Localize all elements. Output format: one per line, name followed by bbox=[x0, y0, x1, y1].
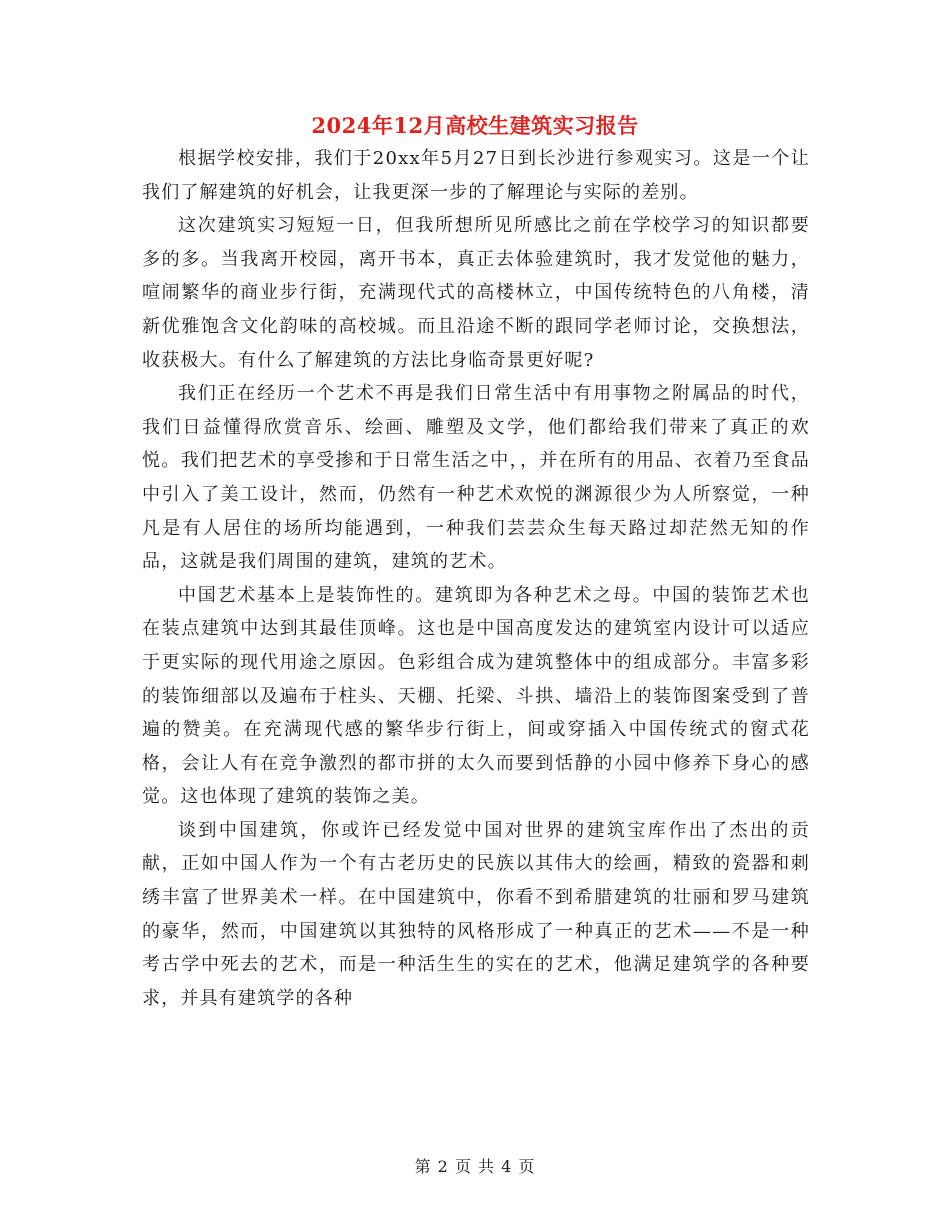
document-body bbox=[142, 142, 810, 1015]
page-number-footer: 第 2 页 共 4 页 bbox=[414, 1157, 536, 1176]
paragraph-3: 我们正在经历一个艺术不再是我们日常生活中有用事物之附属品的时代，我们日益懂得欣赏音乐、绘画、雕塑及文学，他们都给我们带来了真正的欢悦。我们把艺术的享受掺和于日常生活之中，，并在所有的用品、衣着乃至食品中引入了美工设计，然而，仍然有一种艺术欢悦的渊源很少为人所察觉，一种凡是有人居住的场所均能遇到，一种我们芸芸众生每天路过却茫然无知的作品，这就是我们周围的建筑，建筑的艺术。 bbox=[142, 383, 810, 573]
paragraph-2: 这次建筑实习短短一日，但我所想所见所感比之前在学校学习的知识都要多的多。当我离开校园，离开书本，真正去体验建筑时，我才发觉他的魅力，喧闹繁华的商业步行街，充满现代式的高楼林立，中国传统特色的八角楼，清新优雅饱含文化韵味的高校城。而且沿途不断的跟同学老师讨论，交换想法，收获极大。有什么了解建筑的方法比身临奇景更好呢? bbox=[142, 215, 810, 371]
document-title: 2024年12月高校生建筑实习报告 bbox=[311, 113, 639, 138]
paragraph-1: 根据学校安排，我们于20xx年5月27日到长沙进行参观实习。这是一个让我们了解建筑的好机会，让我更深一步的了解理论与实际的差别。 bbox=[142, 148, 810, 203]
paragraph-4: 中国艺术基本上是装饰性的。建筑即为各种艺术之母。中国的装饰艺术也在装点建筑中达到其最佳顶峰。这也是中国高度发达的建筑室内设计可以适应于更实际的现代用途之原因。色彩组合成为建筑整体中的组成部分。丰富多彩的装饰细部以及遍布于柱头、天棚、托梁、斗拱、墙沿上的装饰图案受到了普遍的赞美。在充满现代感的繁华步行街上，间或穿插入中国传统式的窗式花格，会让人有在竞争激烈的都市拼的太久而要到恬静的小园中修养下身心的感觉。这也体现了建筑的装饰之美。 bbox=[142, 584, 810, 808]
paragraph-5: 谈到中国建筑，你或许已经发觉中国对世界的建筑宝库作出了杰出的贡献，正如中国人作为一个有古老历史的民族以其伟大的绘画，精致的瓷器和刺绣丰富了世界美术一样。在中国建筑中，你看不到希腊建筑的壮丽和罗马建筑的豪华，然而，中国建筑以其独特的风格形成了一种真正的艺术——不是一种考古学中死去的艺术，而是一种活生生的实在的艺术，他满足建筑学的各种要求，并具有建筑学的各种 bbox=[142, 819, 810, 1009]
